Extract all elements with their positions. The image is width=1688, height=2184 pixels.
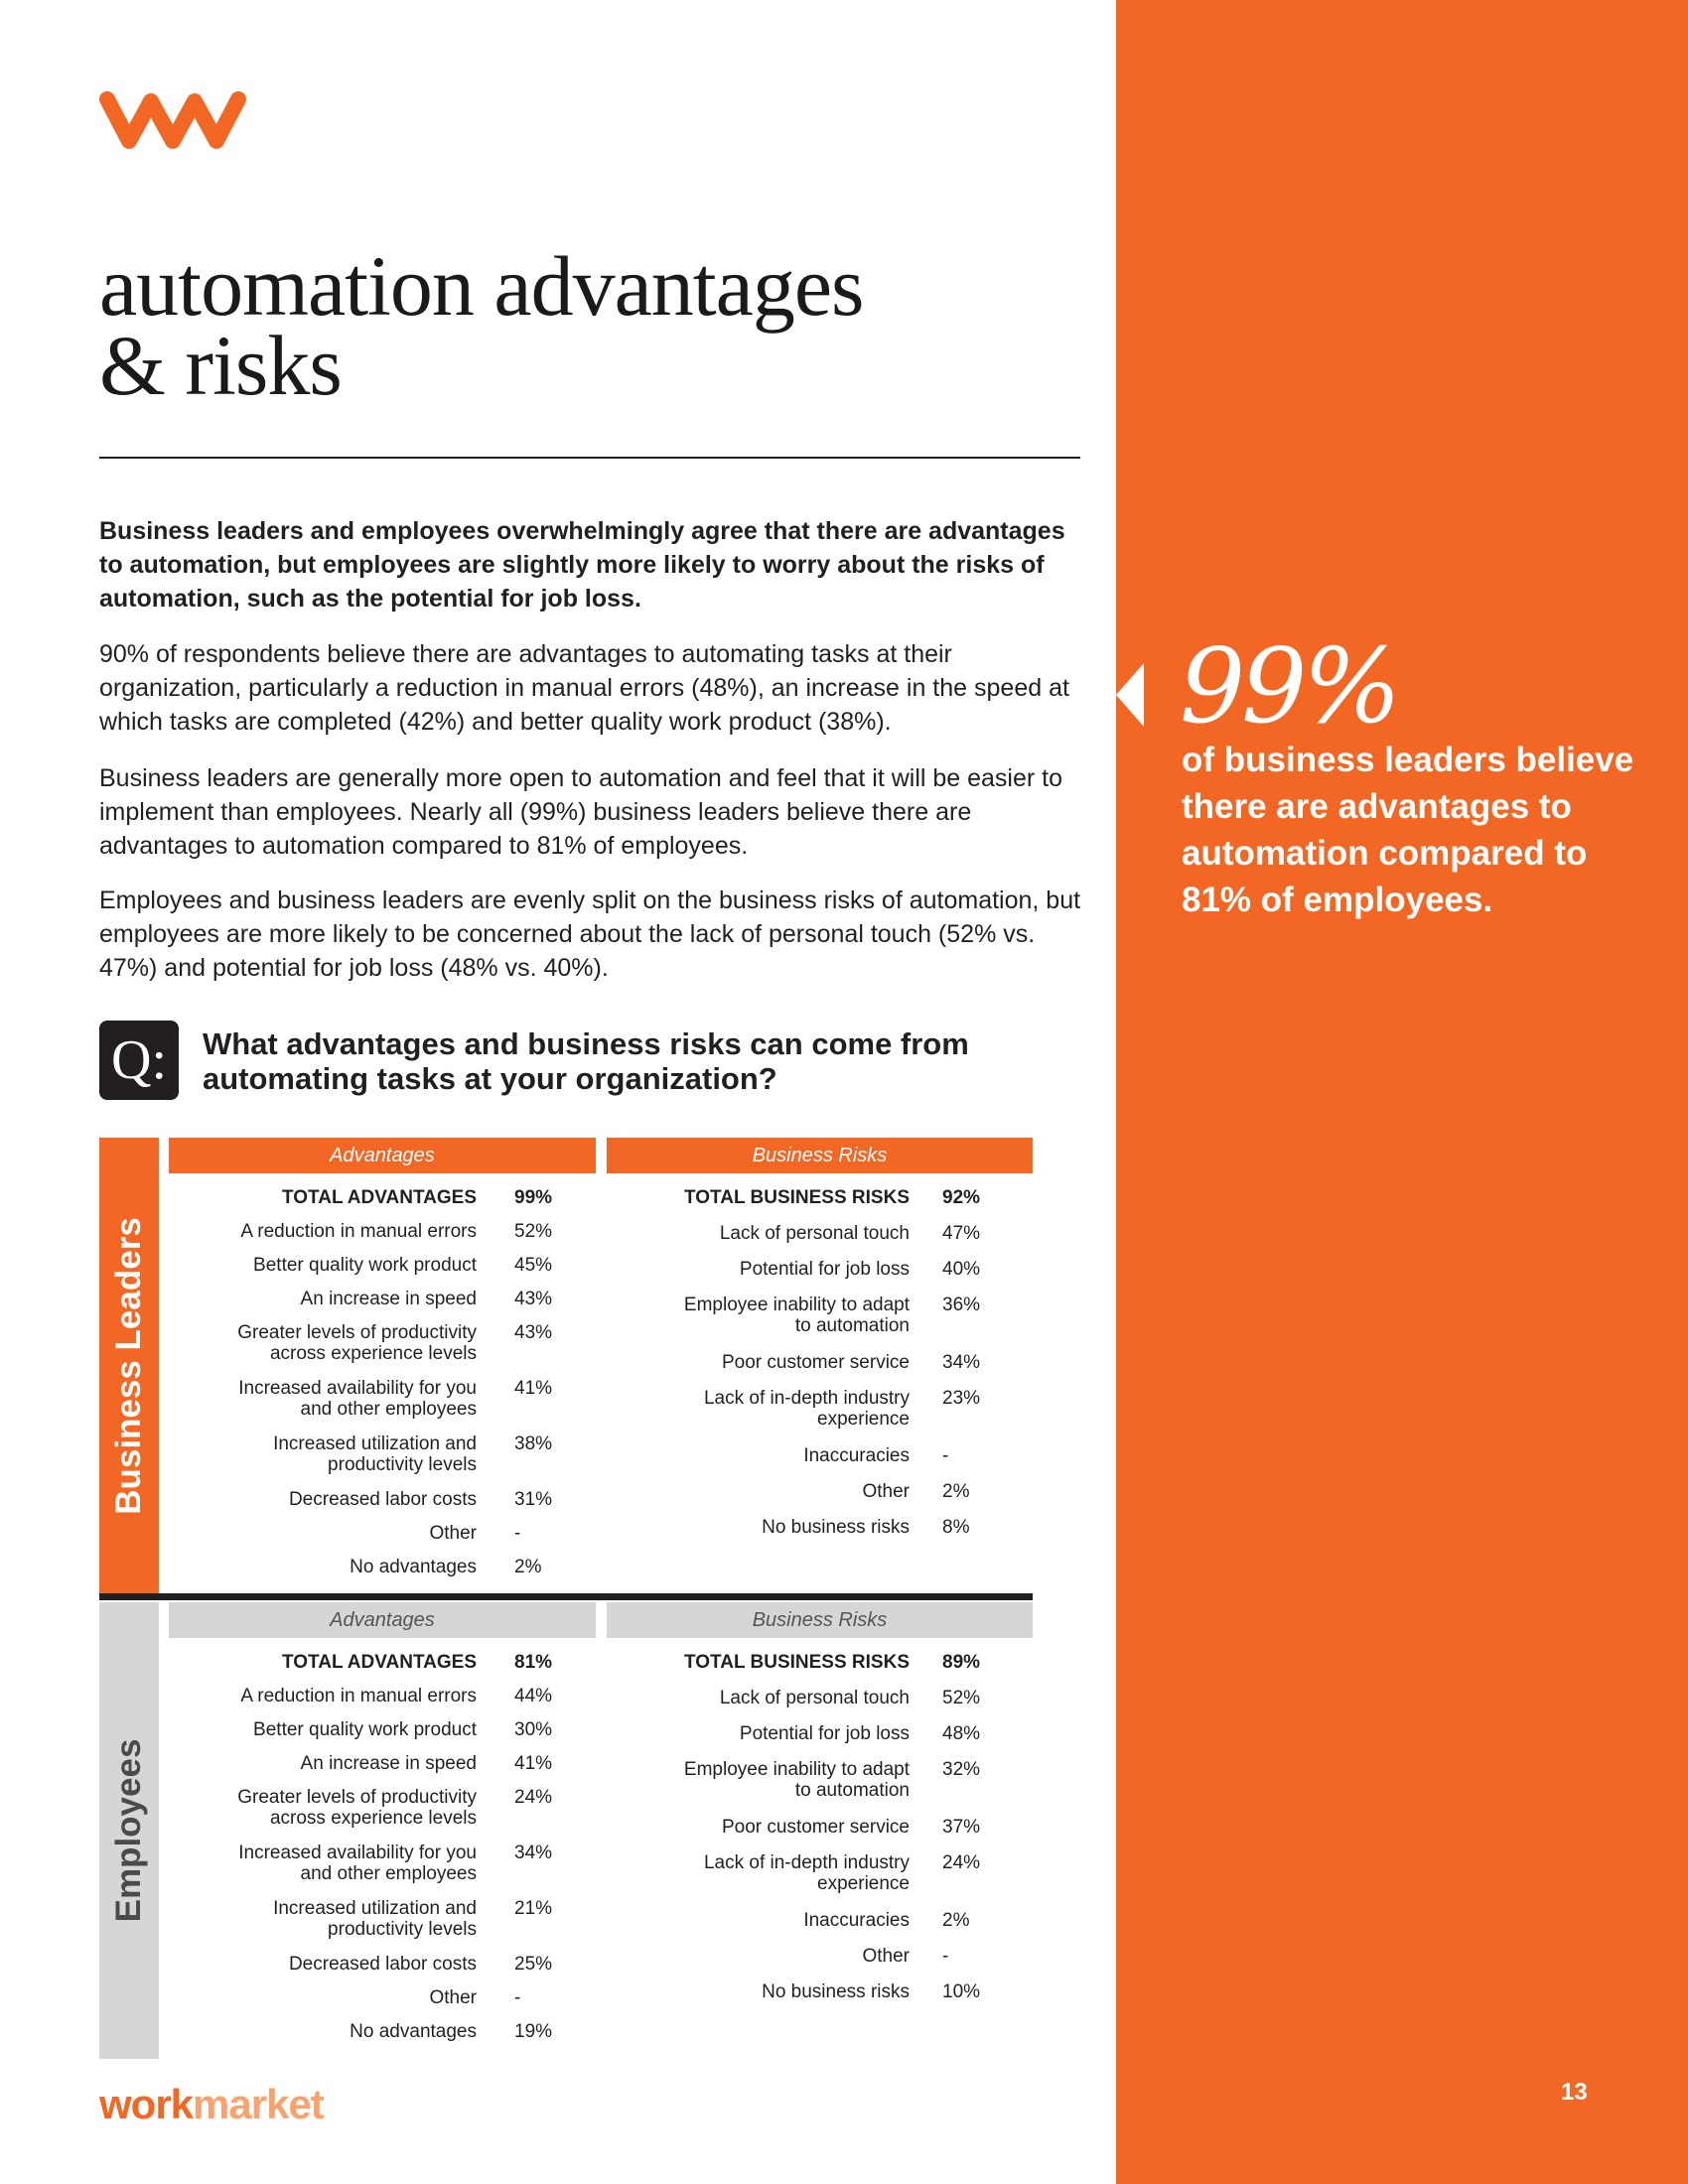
callout-stat: 99%: [1180, 625, 1398, 747]
row-label: A reduction in manual errors: [240, 1686, 477, 1706]
row-label: TOTAL ADVANTAGES: [282, 1652, 477, 1673]
group-divider: [99, 1593, 1033, 1600]
row-label: Increased utilization and productivity levels: [273, 1433, 477, 1475]
group-label: Business Leaders: [109, 1217, 148, 1515]
row-value: -: [514, 1987, 521, 2008]
row-value: 24%: [942, 1852, 981, 1873]
row-label: Decreased labor costs: [288, 1489, 477, 1510]
row-label: Poor customer service: [721, 1817, 910, 1838]
row-label: Lack of in-depth industry experience: [703, 1852, 910, 1894]
row-label: Greater levels of productivity across experience levels: [237, 1787, 477, 1829]
callout-pointer-icon: [1116, 663, 1144, 727]
row-value: 10%: [942, 1981, 981, 2002]
row-label: No advantages: [350, 1557, 477, 1577]
question-text: What advantages and business risks can come from automating tasks at your organization?: [203, 1026, 969, 1096]
row-label: Lack of personal touch: [719, 1688, 910, 1708]
row-value: -: [942, 1946, 949, 1967]
group-label: Employees: [109, 1738, 148, 1923]
row-value: -: [514, 1523, 521, 1544]
row-label: Inaccuracies: [803, 1910, 910, 1931]
row-value: 99%: [514, 1187, 553, 1208]
employees-band: [99, 1602, 159, 2059]
body-paragraph: Employees and business leaders are evenly split on the business risks of automation, but employees are more likely to be concerned about the lack of personal touch (52% vs. 47%) and potential for job loss (48% vs. 40%).: [99, 887, 1081, 982]
question-badge: Q:: [99, 1021, 179, 1100]
row-label: An increase in speed: [300, 1289, 477, 1309]
row-value: 37%: [942, 1817, 981, 1838]
row-value: 89%: [942, 1652, 981, 1673]
row-value: 2%: [514, 1557, 542, 1577]
row-label: Decreased labor costs: [288, 1954, 477, 1975]
row-value: 24%: [514, 1787, 553, 1808]
row-label: Greater levels of productivity across experience levels: [237, 1322, 477, 1364]
page-title: automation advantages & risks: [99, 238, 864, 413]
row-value: 23%: [942, 1388, 981, 1409]
row-value: 41%: [514, 1378, 553, 1399]
row-label: No advantages: [350, 2021, 477, 2042]
row-value: 40%: [942, 1259, 981, 1280]
row-value: 52%: [942, 1688, 981, 1708]
row-label: TOTAL BUSINESS RISKS: [684, 1652, 910, 1673]
row-label: Increased availability for you and other employees: [238, 1378, 477, 1420]
row-value: 38%: [514, 1433, 553, 1454]
business-leaders-band: [99, 1138, 159, 1594]
row-value: 2%: [942, 1481, 970, 1502]
advantages-header: Advantages: [169, 1138, 596, 1173]
row-label: TOTAL ADVANTAGES: [282, 1187, 477, 1208]
row-value: 21%: [514, 1898, 553, 1919]
row-label: Lack of personal touch: [719, 1223, 910, 1244]
row-label: Better quality work product: [253, 1255, 477, 1276]
row-label: An increase in speed: [300, 1753, 477, 1774]
body-paragraph: 90% of respondents believe there are advantages to automating tasks at their organization, particularly a reduction in manual errors (48%), an increase in the speed at which tasks are completed (42%) and better quality work product (38%).: [99, 640, 1069, 736]
row-label: Other: [862, 1946, 910, 1967]
row-label: Lack of in-depth industry experience: [703, 1388, 910, 1430]
callout-text: of business leaders believe there are advantages to automation compared to 81% of employees.: [1182, 741, 1634, 919]
row-label: Other: [429, 1523, 477, 1544]
row-value: 34%: [514, 1843, 553, 1863]
row-value: 43%: [514, 1289, 553, 1309]
orange-sidebar: [1116, 0, 1688, 2184]
workmarket-logo: workmarket: [99, 2081, 324, 2127]
row-label: Inaccuracies: [803, 1445, 910, 1466]
row-value: 81%: [514, 1652, 553, 1673]
row-label: Other: [862, 1481, 910, 1502]
business-risks-header: Business Risks: [607, 1602, 1033, 1638]
row-label: Increased utilization and productivity levels: [273, 1898, 477, 1940]
row-label: Better quality work product: [253, 1719, 477, 1740]
row-value: 36%: [942, 1295, 981, 1315]
row-value: 30%: [514, 1719, 553, 1740]
intro-paragraph: Business leaders and employees overwhelmingly agree that there are advantages to automation, but employees are slightly more likely to worry about the risks of automation, such as the potential for job loss.: [99, 517, 1065, 613]
advantages-header: Advantages: [169, 1602, 596, 1638]
body-paragraph: Business leaders are generally more open to automation and feel that it will be easier to implement than employees. Nearly all (99%) business leaders believe there are advantages to automation compared to 81% of employees.: [99, 764, 1063, 860]
row-label: Other: [429, 1987, 477, 2008]
row-label: Increased availability for you and other employees: [238, 1843, 477, 1884]
row-value: 43%: [514, 1322, 553, 1343]
row-value: 34%: [942, 1352, 981, 1373]
row-label: TOTAL BUSINESS RISKS: [684, 1187, 910, 1208]
row-value: 45%: [514, 1255, 553, 1276]
row-label: Poor customer service: [721, 1352, 910, 1373]
row-label: Potential for job loss: [739, 1259, 910, 1280]
row-label: No business risks: [762, 1517, 910, 1538]
row-value: 25%: [514, 1954, 553, 1975]
row-value: 19%: [514, 2021, 553, 2042]
row-value: 52%: [514, 1221, 553, 1242]
page-number: 13: [1561, 2079, 1588, 2106]
row-value: 92%: [942, 1187, 981, 1208]
row-value: 32%: [942, 1759, 981, 1780]
title-divider: [99, 457, 1080, 459]
business-risks-header: Business Risks: [607, 1138, 1033, 1173]
row-value: 44%: [514, 1686, 553, 1706]
row-value: 47%: [942, 1223, 981, 1244]
row-value: -: [942, 1445, 949, 1466]
row-value: 8%: [942, 1517, 970, 1538]
row-label: No business risks: [762, 1981, 910, 2002]
row-value: 48%: [942, 1723, 981, 1744]
row-value: 2%: [942, 1910, 970, 1931]
row-label: Employee inability to adapt to automation: [683, 1295, 910, 1336]
row-label: Employee inability to adapt to automation: [683, 1759, 910, 1801]
row-label: A reduction in manual errors: [240, 1221, 477, 1242]
row-label: Potential for job loss: [739, 1723, 910, 1744]
wm-logo-icon: [99, 87, 250, 153]
row-value: 41%: [514, 1753, 553, 1774]
row-value: 31%: [514, 1489, 553, 1510]
